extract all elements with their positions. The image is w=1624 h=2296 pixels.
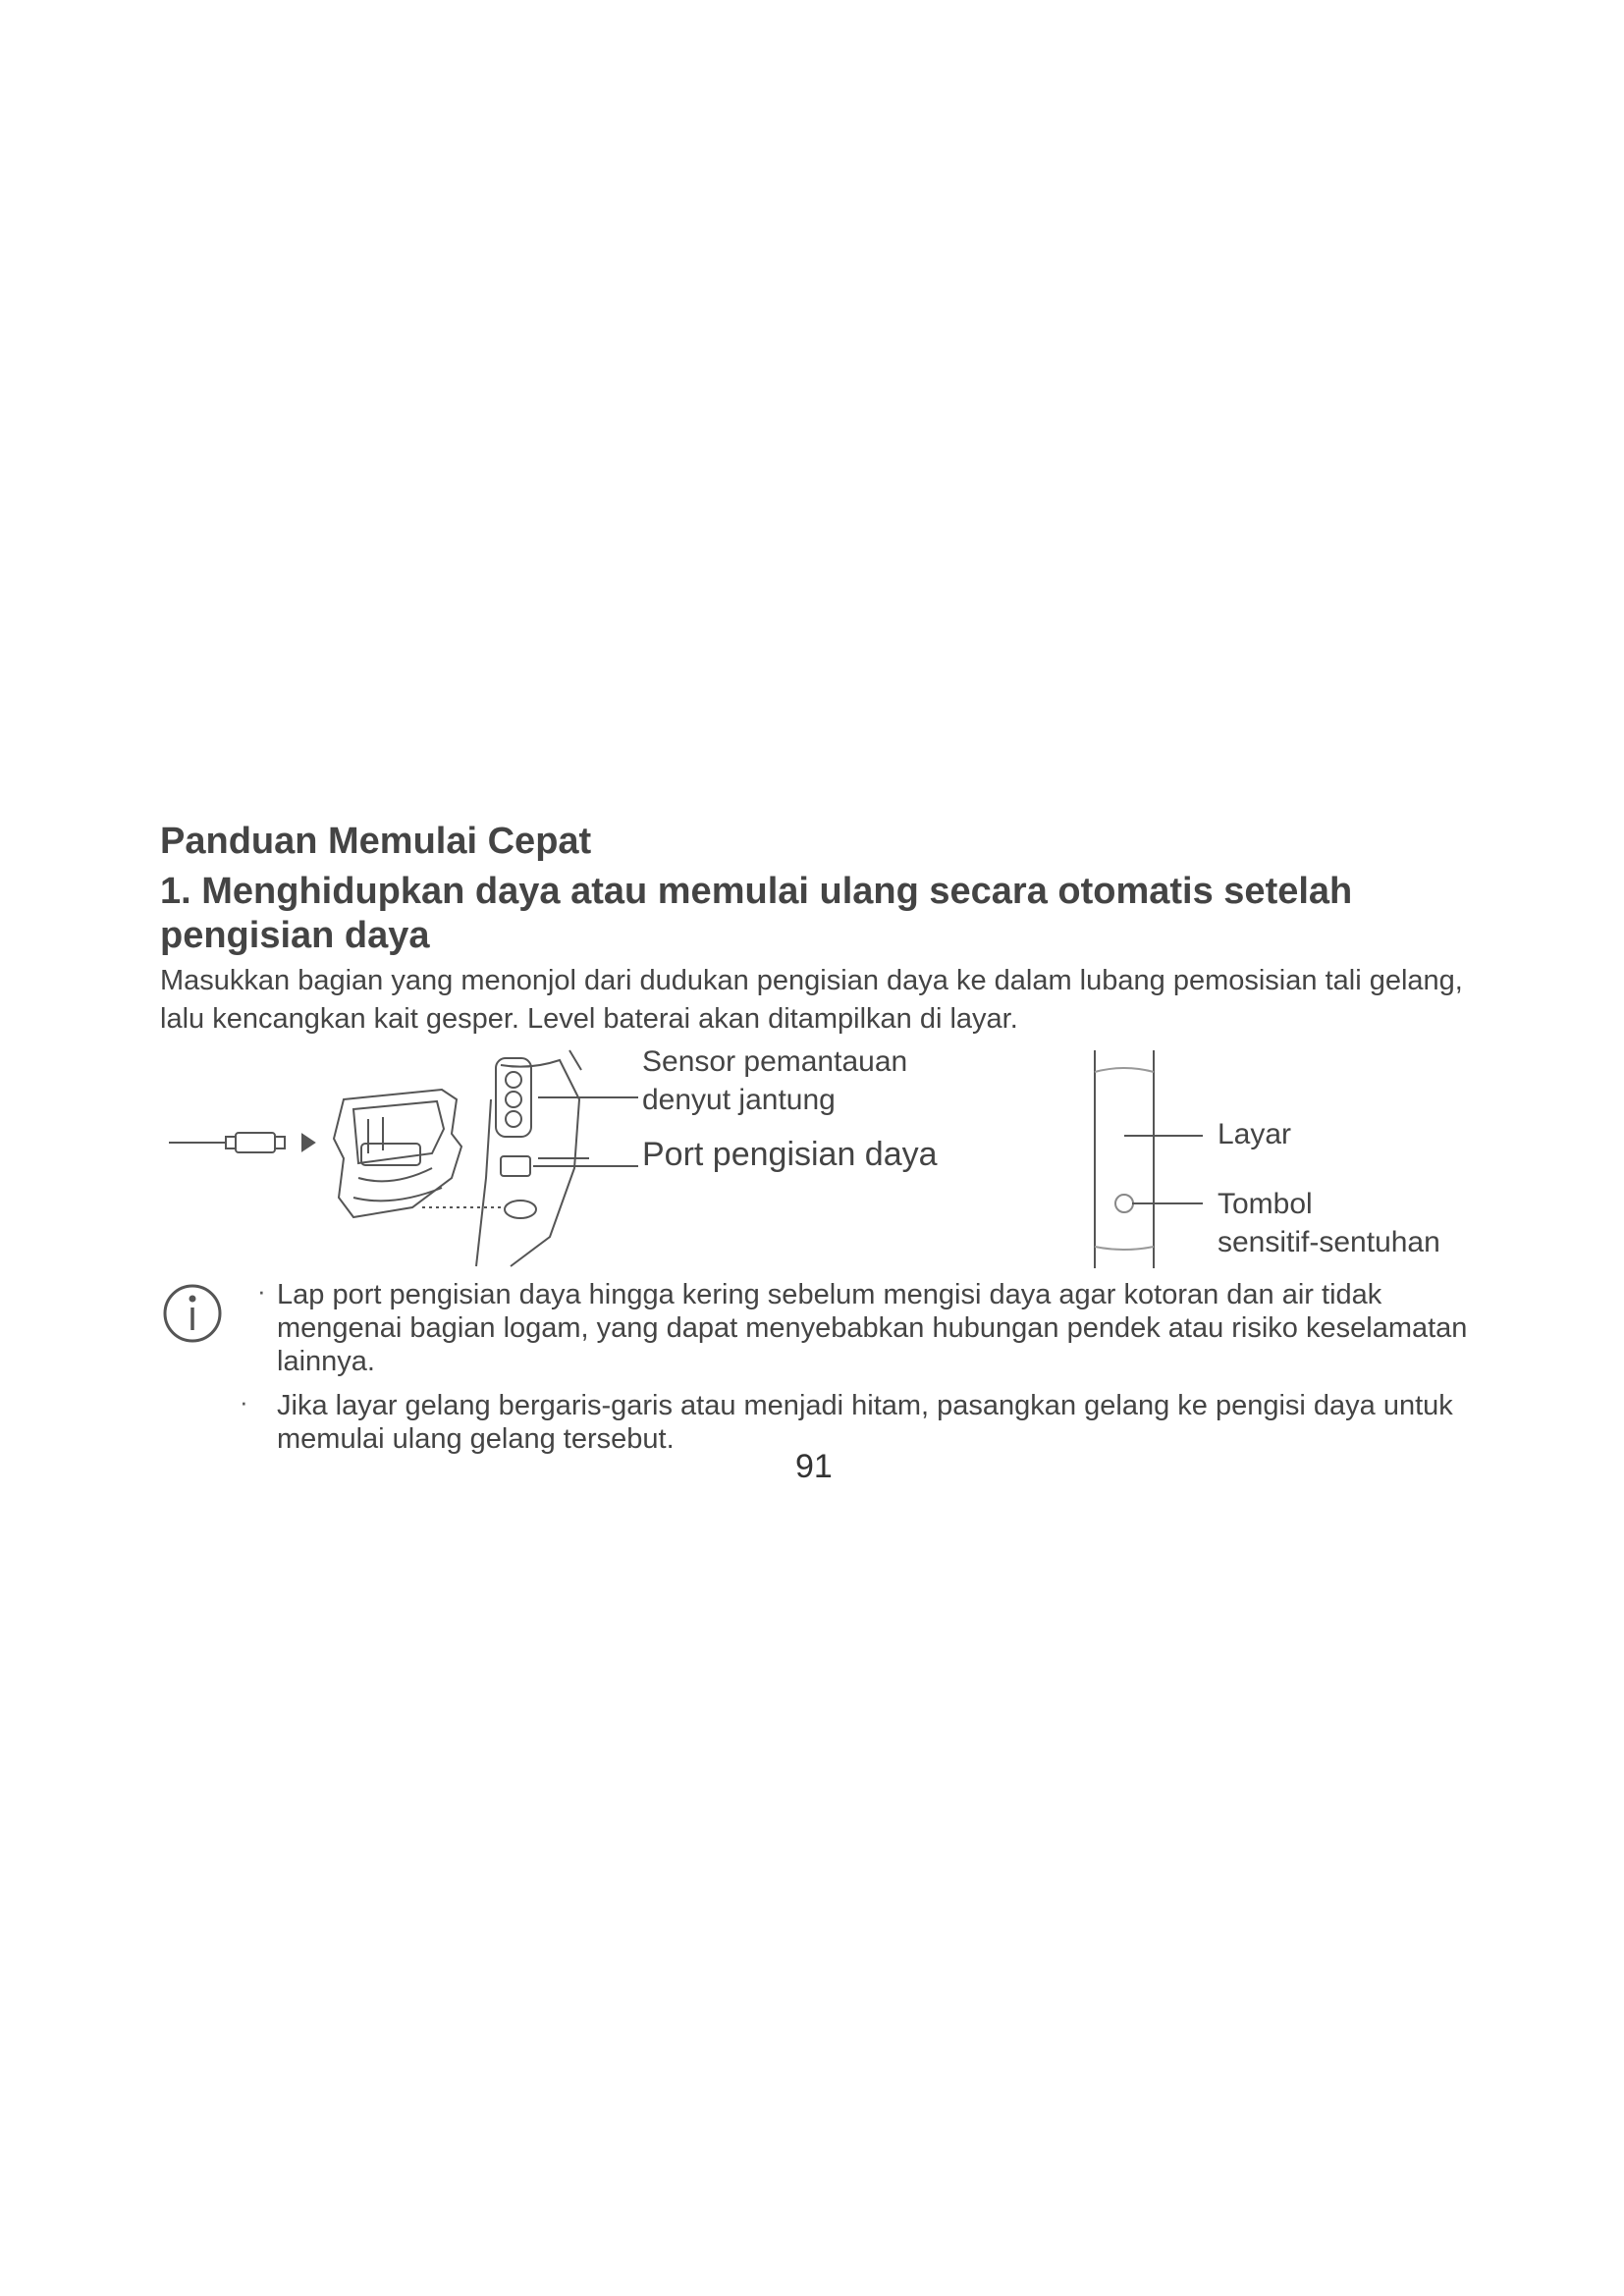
- charging-illustration: [157, 1041, 638, 1276]
- section-body: Masukkan bagian yang menonjol dari dudukan pengisian daya ke dalam lubang pemosisian tali gelang, lalu kencangkan kait gesper. Level baterai akan ditampilkan di layar.: [160, 965, 1463, 1035]
- page-number: 91: [795, 1448, 833, 1485]
- bullet-marker: ·: [257, 1276, 266, 1306]
- band-front-illustration: [1085, 1050, 1222, 1271]
- bullet-marker: ·: [240, 1387, 248, 1416]
- note-item-2: Jika layar gelang bergaris-garis atau menjadi hitam, pasangkan gelang ke pengisi daya untuk memulai ulang gelang tersebut.: [277, 1390, 1453, 1455]
- label-charging-port: Port pengisian daya: [642, 1136, 938, 1173]
- arrow-right-icon: [302, 1135, 314, 1150]
- label-heart-rate-sensor-line2: denyut jantung: [642, 1084, 836, 1116]
- charging-cable-icon: [169, 1133, 285, 1152]
- label-touch-button-line2: sensitif-sentuhan: [1218, 1226, 1440, 1258]
- note-item-1: Lap port pengisian daya hingga kering sebelum mengisi daya agar kotoran dan air tidak mengenai bagian logam, yang dapat menyebabkan hubungan pendek atau risiko keselamatan lainnya.: [277, 1279, 1468, 1377]
- section-title: 1. Menghidupkan daya atau memulai ulang secara otomatis setelah pengisian daya: [160, 871, 1353, 956]
- label-touch-button-line1: Tombol: [1218, 1188, 1313, 1220]
- page-title: Panduan Memulai Cepat: [160, 821, 592, 862]
- label-heart-rate-sensor-line1: Sensor pemantauan: [642, 1045, 908, 1078]
- info-icon: [160, 1281, 225, 1346]
- label-screen: Layar: [1218, 1118, 1292, 1150]
